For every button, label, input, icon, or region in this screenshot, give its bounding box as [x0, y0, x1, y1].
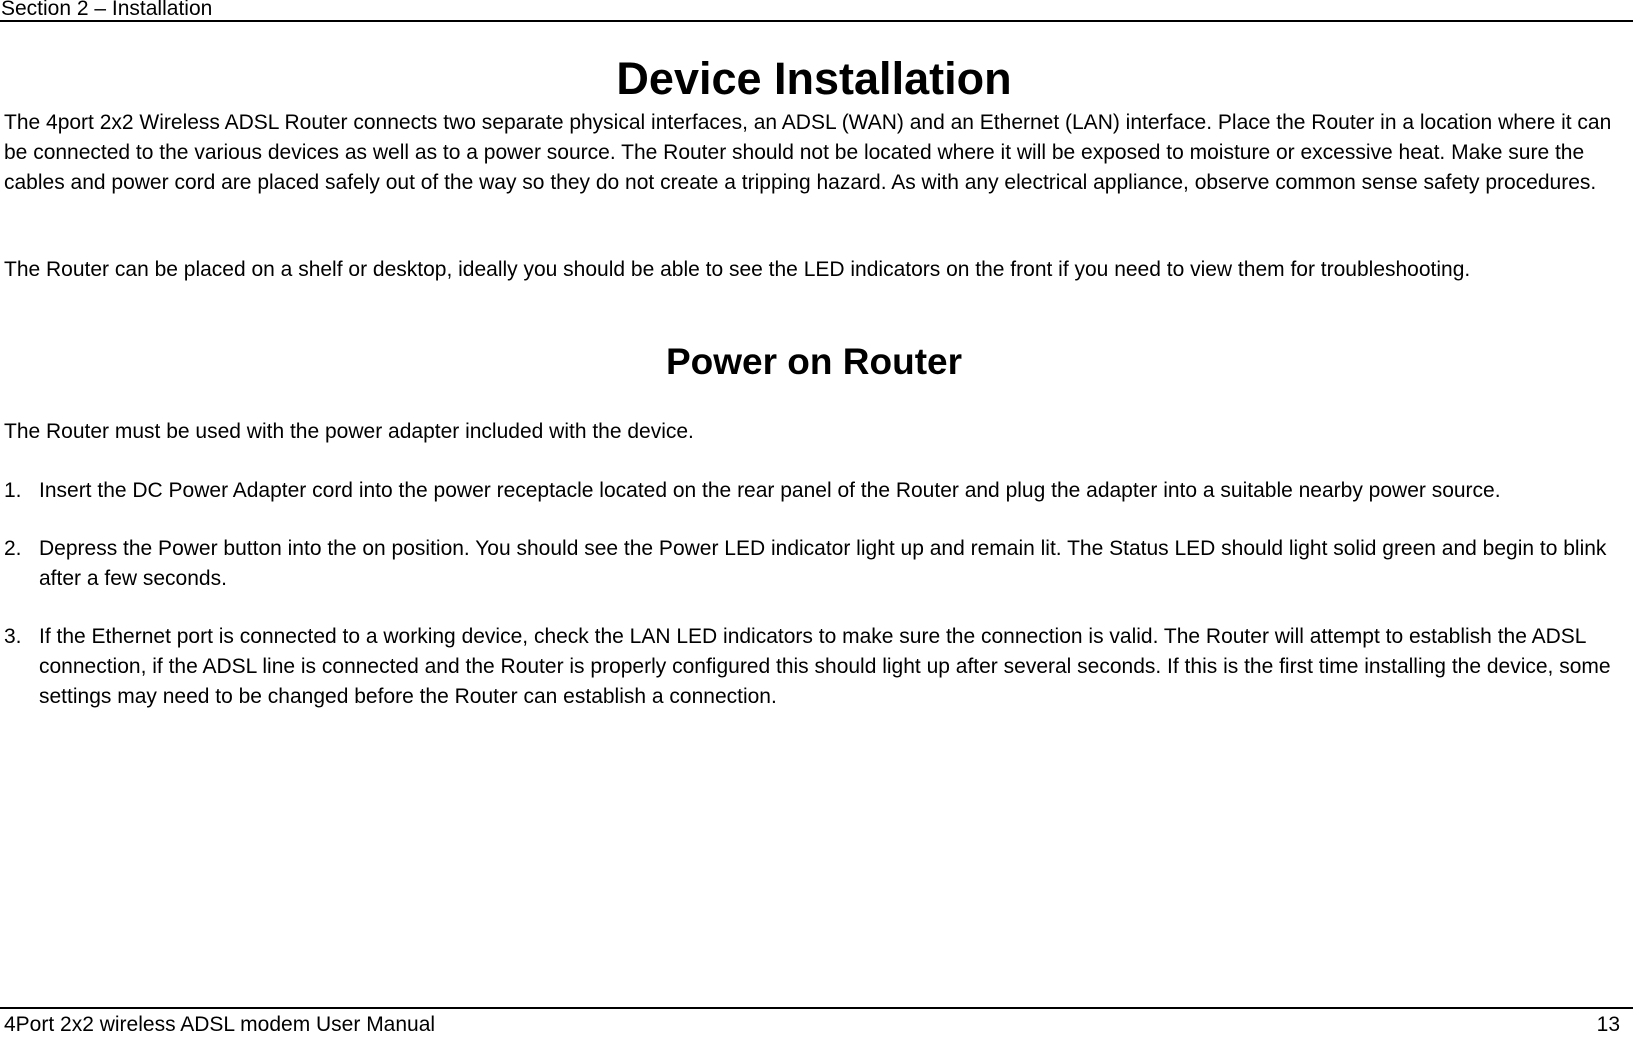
power-intro-paragraph: The Router must be used with the power adapter included with the device. [4, 420, 694, 443]
list-item-step-1 [4, 476, 1624, 506]
step-number: 2. [4, 537, 22, 560]
step-text: If the Ethernet port is connected to a working device, check the LAN LED indicators to make sure the connection is valid. The Router will attempt to establish the ADSL connection, if the ADSL line is connected and the Router is properly configured this should light up after several seconds. If this is the first time installing the device, some settings may need to be changed before the Router can establish a connection. [39, 625, 1611, 708]
installation-paragraph-1: The 4port 2x2 Wireless ADSL Router connects two separate physical interfaces, an ADSL (WAN) and an Ethernet (LAN) interface. Place the Router in a location where it can be connected to the various devices as well as to a power source. The Router should not be located where it will be exposed to moisture or excessive heat. Make sure the cables and power cord are placed safely out of the way so they do not create a tripping hazard. As with any electrical appliance, observe common sense safety procedures. [4, 111, 1612, 194]
power-on-router-heading: Power on Router [665, 341, 963, 382]
step-text: Insert the DC Power Adapter cord into the power receptacle located on the rear panel of the Router and plug the adapter into a suitable nearby power source. [39, 479, 1501, 502]
list-item-step-2 [4, 534, 1624, 594]
installation-paragraph-2: The Router can be placed on a shelf or desktop, ideally you should be able to see the LED indicators on the front if you need to view them for troubleshooting. [4, 258, 1471, 281]
step-text: Depress the Power button into the on position. You should see the Power LED indicator light up and remain lit. The Status LED should light solid green and begin to blink after a few seconds. [39, 537, 1607, 590]
section-label: Section 2 – Installation [1, 0, 213, 20]
page-footer [0, 1007, 1633, 1040]
step-number: 1. [4, 479, 22, 502]
power-steps-list [4, 476, 1624, 740]
step-number: 3. [4, 625, 22, 648]
manual-title: 4Port 2x2 wireless ADSL modem User Manual [4, 1013, 436, 1036]
page-header [0, 0, 1633, 22]
device-installation-heading: Device Installation [616, 53, 1012, 104]
page-number: 13 [1596, 1013, 1620, 1036]
list-item-step-3 [4, 622, 1624, 712]
